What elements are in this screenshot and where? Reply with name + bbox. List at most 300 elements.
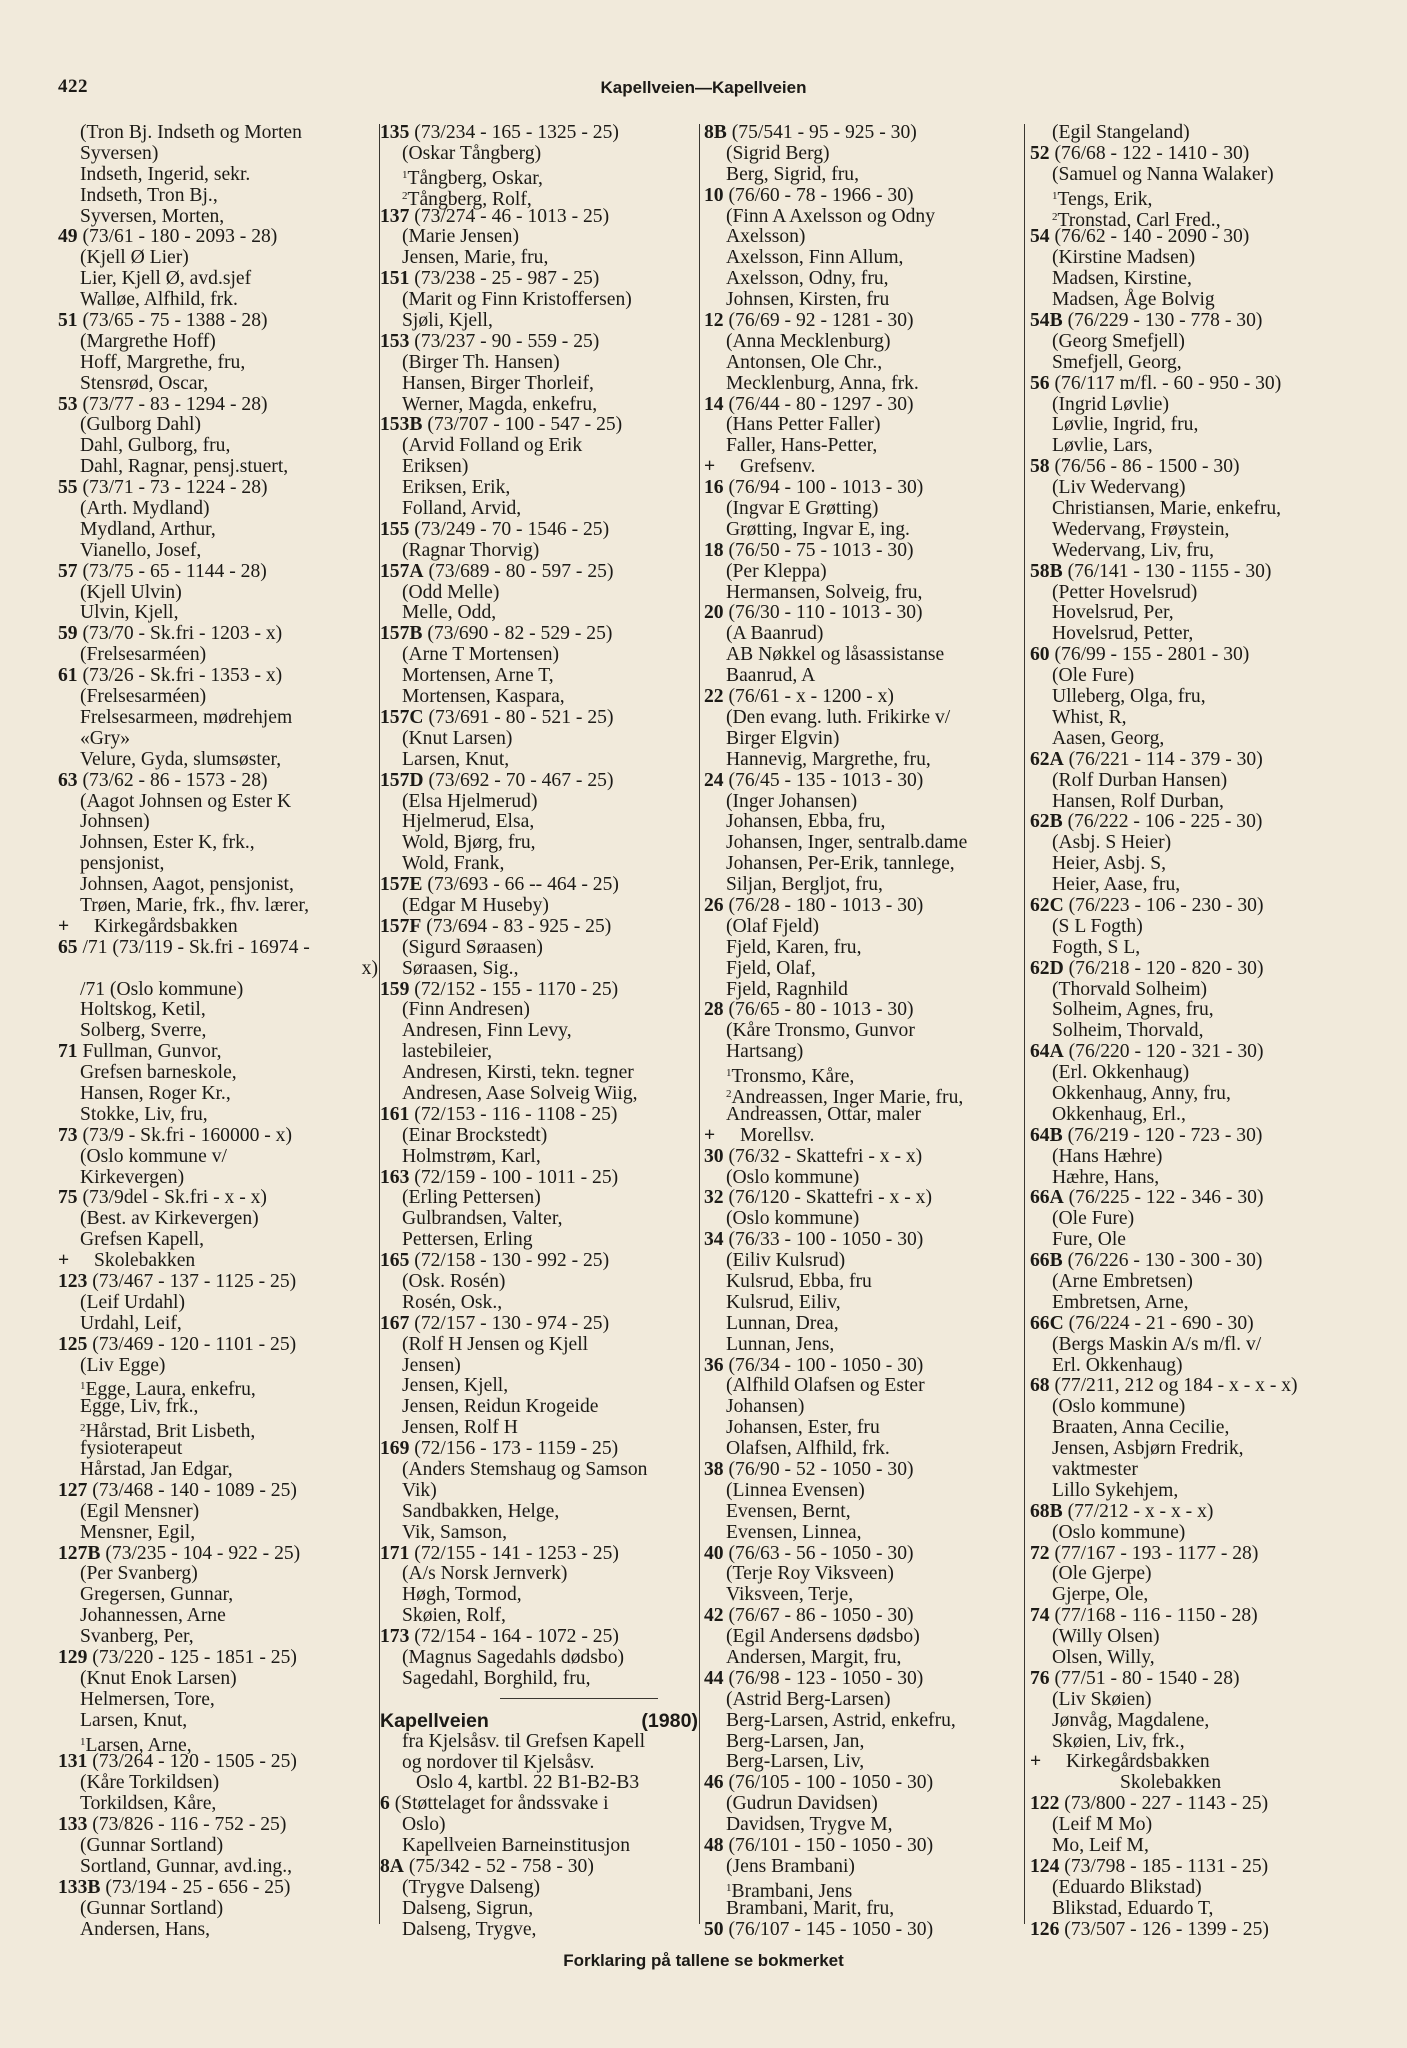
- resident-line: [380, 1293, 698, 1314]
- resident-line: [380, 1606, 698, 1627]
- footnote-marker: 1: [402, 168, 408, 181]
- line-text: (73/691 - 80 - 521 - 25): [423, 706, 614, 728]
- line-text: Fjeld, Olaf,: [726, 957, 816, 979]
- house-number: 48: [704, 1835, 724, 1857]
- house-number: 76: [1030, 1667, 1050, 1689]
- line-text: (76/69 - 92 - 1281 - 30): [723, 310, 914, 332]
- line-text: Kirkegårdsbakken: [94, 915, 238, 937]
- resident-line: [1030, 1147, 1360, 1168]
- resident-line: [380, 1836, 698, 1857]
- line-text: (76/101 - 150 - 1050 - 30): [723, 1835, 934, 1857]
- line-text: Sortland, Gunnar, avd.ing.,: [80, 1855, 292, 1877]
- line-text: Fjeld, Ragnhild: [726, 978, 848, 1000]
- resident-line: [58, 687, 378, 708]
- resident-line: [1030, 186, 1360, 210]
- resident-line: [380, 144, 698, 165]
- resident-line: [58, 353, 378, 374]
- resident-line: [1030, 1564, 1360, 1585]
- house-number: 44: [704, 1667, 724, 1689]
- resident-line: [58, 436, 378, 457]
- house-number: 131: [58, 1751, 88, 1773]
- line-text: (Egil Stangeland): [1052, 122, 1190, 143]
- line-text: Madsen, Kirstine,: [1052, 268, 1192, 290]
- line-text: Olafsen, Alfhild, frk.: [726, 1438, 890, 1460]
- line-text: (Kåre Tronsmo, Gunvor: [726, 1020, 915, 1042]
- house-number: 155: [380, 518, 410, 540]
- line-text: (Alfhild Olafsen og Ester: [726, 1375, 925, 1397]
- line-text: Okkenhaug, Erl.,: [1052, 1103, 1186, 1125]
- house-number: 58: [1030, 456, 1050, 478]
- resident-line: [1030, 1335, 1360, 1356]
- resident-line: [58, 1773, 378, 1794]
- line-text: Torkildsen, Kåre,: [80, 1793, 217, 1815]
- line-text: Ulvin, Kjell,: [80, 602, 179, 624]
- line-text: (77/212 - x - x - x): [1062, 1500, 1214, 1522]
- line-text: (73/9 - Sk.fri - 160000 - x): [77, 1124, 293, 1146]
- resident-line: [380, 290, 698, 311]
- line-text: (Egil Andersens dødsbo): [726, 1626, 920, 1648]
- line-text: (Erl. Okkenhaug): [1052, 1062, 1190, 1084]
- address-entry: [704, 1836, 1024, 1857]
- line-text: (Liv Skøien): [1052, 1688, 1152, 1710]
- house-number: 153B: [380, 414, 423, 436]
- resident-line: [1030, 1397, 1360, 1418]
- address-entry: [704, 395, 1024, 416]
- line-text: (Edgar M Huseby): [402, 894, 549, 916]
- resident-line: [380, 896, 698, 917]
- resident-line: [380, 436, 698, 457]
- resident-line: [1030, 1209, 1360, 1230]
- line-text: (73/220 - 125 - 1851 - 25): [87, 1647, 297, 1669]
- line-text: /71 (73/119 - Sk.fri - 16974 -: [77, 936, 310, 958]
- line-text: (72/153 - 116 - 1108 - 25): [409, 1103, 618, 1125]
- resident-line: [380, 186, 698, 210]
- line-text: Johansen, Ebba, fru,: [726, 811, 886, 833]
- address-entry: [704, 687, 1024, 708]
- resident-line: [1030, 1356, 1360, 1377]
- line-text: (76/120 - Skattefri - x - x): [723, 1187, 932, 1209]
- house-number: 55: [58, 477, 78, 499]
- resident-line: [704, 1815, 1024, 1836]
- resident-line: [1030, 1773, 1360, 1794]
- line-text: (73/62 - 86 - 1573 - 28): [77, 769, 268, 791]
- line-text: (Arne T Mortensen): [402, 644, 560, 666]
- resident-line: [380, 729, 698, 750]
- resident-line: [380, 311, 698, 332]
- address-entry: [58, 624, 378, 645]
- house-number: 59: [58, 623, 78, 645]
- house-number: 126: [1030, 1918, 1060, 1940]
- line-text: Sjøli, Kjell,: [402, 310, 493, 332]
- resident-line: [704, 520, 1024, 541]
- resident-line: [1030, 123, 1360, 144]
- resident-line: [1030, 1899, 1360, 1920]
- resident-line: [704, 1711, 1024, 1732]
- address-entry: [58, 1878, 378, 1899]
- resident-line: [1030, 248, 1360, 269]
- line-text: Egge, Laura, enkefru,: [85, 1379, 256, 1401]
- house-number: 157F: [380, 915, 422, 937]
- line-text: (Finn A Axelsson og Odny: [726, 205, 936, 227]
- line-text: (72/155 - 141 - 1253 - 25): [409, 1542, 619, 1564]
- resident-line: [704, 1857, 1024, 1878]
- resident-line: [380, 1732, 698, 1753]
- line-text: (73/9del - Sk.fri - x - x): [77, 1187, 267, 1209]
- line-text: Urdahl, Leif,: [80, 1312, 182, 1334]
- resident-line: [58, 186, 378, 207]
- resident-line: [1030, 395, 1360, 416]
- line-text: (Thorvald Solheim): [1052, 978, 1208, 1000]
- line-text: (Einar Brockstedt): [402, 1124, 548, 1146]
- resident-line: [58, 854, 378, 875]
- line-text: (Per Svanberg): [80, 1563, 198, 1585]
- line-text: (Arvid Folland og Erik: [402, 435, 583, 457]
- line-text: «Gry»: [80, 727, 131, 749]
- resident-line: [380, 1502, 698, 1523]
- resident-line: [1030, 1460, 1360, 1481]
- line-text: (76/141 - 130 - 1155 - 30): [1062, 560, 1272, 582]
- address-entry: [58, 478, 378, 499]
- resident-line: [1030, 1815, 1360, 1836]
- house-number: 66B: [1030, 1250, 1063, 1272]
- resident-line: [704, 875, 1024, 896]
- house-number: 157A: [380, 560, 424, 582]
- line-text: og nordover til Kjelsåsv.: [402, 1751, 595, 1773]
- line-text: (Olaf Fjeld): [726, 915, 820, 937]
- line-text: Egge, Liv, frk.,: [80, 1396, 199, 1418]
- address-entry: [1030, 562, 1360, 583]
- line-text: (Støttelaget for åndssvake i: [389, 1793, 609, 1815]
- house-number: 125: [58, 1333, 88, 1355]
- resident-line: [58, 499, 378, 520]
- line-text: Birger Elgvin): [726, 727, 840, 749]
- address-entry: [1030, 1606, 1360, 1627]
- resident-line: [58, 1439, 378, 1460]
- line-text: (76/65 - 80 - 1013 - 30): [723, 999, 914, 1021]
- resident-line: [380, 792, 698, 813]
- resident-line: [380, 165, 698, 189]
- footnote-marker: 1: [80, 1735, 86, 1748]
- resident-line: [380, 395, 698, 416]
- line-text: (Frelsesarméen): [80, 686, 207, 708]
- cross-mark: +: [58, 915, 70, 937]
- resident-line: [58, 1732, 378, 1756]
- line-text: Andresen, Aase Solveig Wiig,: [402, 1082, 638, 1104]
- address-entry: [58, 227, 378, 248]
- crossing-street: [58, 917, 378, 938]
- resident-line: [1030, 729, 1360, 750]
- house-number: 57: [58, 560, 78, 582]
- cross-mark: +: [704, 1124, 716, 1146]
- resident-line: [1030, 833, 1360, 854]
- resident-line: [704, 708, 1024, 729]
- address-entry: [1030, 1502, 1360, 1523]
- cross-mark: +: [1030, 1751, 1042, 1773]
- resident-line: [58, 520, 378, 541]
- line-text: Frelsesarmeen, mødrehjem: [80, 706, 293, 728]
- house-number: 22: [704, 686, 724, 708]
- resident-line: [380, 1564, 698, 1585]
- line-text: Skolebakken: [1120, 1772, 1222, 1794]
- resident-line: [704, 436, 1024, 457]
- line-text: Blikstad, Eduardo T,: [1052, 1897, 1214, 1919]
- line-text: (76/56 - 86 - 1500 - 30): [1049, 456, 1240, 478]
- resident-line: [1030, 332, 1360, 353]
- resident-line: [1030, 980, 1360, 1001]
- resident-line: [58, 833, 378, 854]
- running-head: Kapellveien—Kapellveien: [600, 78, 807, 97]
- resident-line: [1030, 1481, 1360, 1502]
- address-entry: [1030, 1920, 1360, 1941]
- line-text: (73/693 - 66 -- 464 - 25): [422, 874, 619, 896]
- address-entry: [380, 332, 698, 353]
- line-text: (Leif Urdahl): [80, 1291, 185, 1313]
- section-separator: [500, 1698, 658, 1699]
- address-entry: [704, 1669, 1024, 1690]
- footnote-marker: 1: [726, 1881, 732, 1894]
- line-text: (Ingrid Løvlie): [1052, 393, 1169, 415]
- line-text: Jensen, Marie, fru,: [402, 247, 549, 269]
- resident-line: [704, 1585, 1024, 1606]
- resident-line: [704, 1314, 1024, 1335]
- line-text: (73/467 - 137 - 1125 - 25): [87, 1270, 297, 1292]
- house-number: 64B: [1030, 1124, 1063, 1146]
- resident-line: [704, 1251, 1024, 1272]
- line-text: (73/694 - 83 - 925 - 25): [421, 915, 612, 937]
- resident-line: [704, 1021, 1024, 1042]
- house-number: 66A: [1030, 1187, 1064, 1209]
- address-entry: [1030, 1042, 1360, 1063]
- line-text: Axelsson): [726, 226, 806, 248]
- house-number: 42: [704, 1605, 724, 1627]
- resident-line: [704, 645, 1024, 666]
- house-number: 62C: [1030, 894, 1064, 916]
- line-text: Tångberg, Oskar,: [407, 167, 543, 189]
- address-entry: [380, 1794, 698, 1815]
- line-text: (77/168 - 116 - 1150 - 28): [1049, 1605, 1258, 1627]
- line-text: Andersen, Margit, fru,: [726, 1647, 902, 1669]
- line-text: Mensner, Egil,: [80, 1521, 196, 1543]
- resident-line: [1030, 687, 1360, 708]
- line-text: (Gunnar Sortland): [80, 1835, 224, 1857]
- column-3: [704, 123, 1024, 1940]
- house-number: 50: [704, 1918, 724, 1940]
- resident-line: [704, 854, 1024, 875]
- house-number: 66C: [1030, 1312, 1064, 1334]
- line-text: Rosén, Osk.,: [402, 1291, 503, 1313]
- line-text: Hovelsrud, Petter,: [1052, 623, 1194, 645]
- line-text: Berg, Sigrid, fru,: [726, 163, 859, 185]
- address-entry: [58, 395, 378, 416]
- line-text: (73/689 - 80 - 597 - 25): [423, 560, 614, 582]
- line-text: Jensen, Rolf H: [402, 1417, 518, 1439]
- line-text: Heier, Asbj. S,: [1052, 853, 1167, 875]
- line-text: Folland, Arvid,: [402, 498, 522, 520]
- house-number: 75: [58, 1187, 78, 1209]
- house-number: 16: [704, 477, 724, 499]
- line-text: Vik, Samson,: [402, 1521, 507, 1543]
- line-text: Solberg, Sverre,: [80, 1020, 207, 1042]
- resident-line: [704, 1418, 1024, 1439]
- footnote-marker: 1: [726, 1067, 732, 1080]
- line-text: Fullman, Gunvor,: [77, 1041, 222, 1063]
- line-text: Wedervang, Liv, fru,: [1052, 539, 1215, 561]
- resident-line: [704, 917, 1024, 938]
- house-number: 161: [380, 1103, 410, 1125]
- line-text: (76/117 m/fl. - 60 - 950 - 30): [1049, 372, 1282, 394]
- line-text: (Margrethe Hoff): [80, 330, 216, 352]
- resident-line: [704, 499, 1024, 520]
- line-text: Berg-Larsen, Astrid, enkefru,: [726, 1709, 956, 1731]
- house-number: 52: [1030, 142, 1050, 164]
- resident-line: [1030, 207, 1360, 231]
- resident-line: [704, 666, 1024, 687]
- resident-line: [1030, 1272, 1360, 1293]
- house-number: 46: [704, 1772, 724, 1794]
- line-text: (Tron Bj. Indseth og Morten: [80, 122, 302, 143]
- line-text: vaktmester: [1052, 1459, 1138, 1480]
- line-text: Eriksen, Erik,: [402, 477, 511, 499]
- line-text: (Georg Smefjell): [1052, 330, 1185, 352]
- line-text: Brambani, Marit, fru,: [726, 1897, 895, 1919]
- column-divider: [1024, 124, 1025, 1924]
- line-text: Jensen, Reidun Krogeide: [402, 1396, 599, 1418]
- address-entry: [704, 1773, 1024, 1794]
- line-text: Tengs, Erik,: [1057, 188, 1153, 210]
- line-text: (Elsa Hjelmerud): [402, 790, 538, 812]
- resident-line: [1030, 1523, 1360, 1544]
- house-number: 135: [380, 122, 410, 143]
- line-text: Hansen, Roger Kr.,: [80, 1082, 231, 1104]
- line-text: Wedervang, Frøystein,: [1052, 518, 1230, 540]
- resident-line: [1030, 1105, 1360, 1126]
- cross-mark: +: [58, 1250, 70, 1272]
- line-text: (76/219 - 120 - 723 - 30): [1062, 1124, 1263, 1146]
- line-text: Lunnan, Drea,: [726, 1312, 839, 1334]
- crossing-street: [704, 457, 1024, 478]
- line-text: (Oslo kommune): [1052, 1521, 1186, 1543]
- line-text: Embretsen, Arne,: [1052, 1291, 1189, 1313]
- line-text: Hovelsrud, Per,: [1052, 602, 1174, 624]
- line-text: Søraasen, Sig.,: [402, 957, 519, 979]
- resident-line: [1030, 917, 1360, 938]
- resident-line: [380, 353, 698, 374]
- address-entry: [380, 875, 698, 896]
- address-entry: [1030, 1126, 1360, 1147]
- address-entry: [380, 624, 698, 645]
- resident-line: [58, 1606, 378, 1627]
- house-number: 157B: [380, 623, 423, 645]
- resident-line: [58, 583, 378, 604]
- address-entry: [58, 1648, 378, 1669]
- line-text: (Anders Stemshaug og Samson: [402, 1459, 648, 1480]
- line-text: (Arne Embretsen): [1052, 1270, 1193, 1292]
- house-number: 151: [380, 268, 410, 290]
- resident-line: [1030, 1063, 1360, 1084]
- house-number: 129: [58, 1647, 88, 1669]
- house-number: 159: [380, 978, 410, 1000]
- house-number: 73: [58, 1124, 78, 1146]
- line-text: (76/98 - 123 - 1050 - 30): [723, 1667, 924, 1689]
- house-number: 124: [1030, 1855, 1060, 1877]
- line-text: (73/800 - 227 - 1143 - 25): [1059, 1793, 1269, 1815]
- address-entry: [1030, 227, 1360, 248]
- line-text: Mo, Leif M,: [1052, 1835, 1149, 1857]
- line-text: Larsen, Knut,: [80, 1709, 188, 1731]
- line-text: Mortensen, Kaspara,: [402, 686, 565, 708]
- line-text: Tronstad, Carl Fred.,: [1057, 209, 1221, 231]
- line-text: (76/105 - 100 - 1050 - 30): [723, 1772, 934, 1794]
- line-text: (Asbj. S Heier): [1052, 832, 1172, 854]
- house-number: 58B: [1030, 560, 1063, 582]
- line-text: (73/264 - 120 - 1505 - 25): [87, 1751, 297, 1773]
- line-text: Grøtting, Ingvar E, ing.: [726, 518, 910, 540]
- resident-line: [1030, 771, 1360, 792]
- line-text: Evensen, Bernt,: [726, 1500, 851, 1522]
- house-number: 127B: [58, 1542, 101, 1564]
- line-text: (Den evang. luth. Frikirke v/: [726, 706, 951, 728]
- address-entry: [58, 1335, 378, 1356]
- line-text: Løvlie, Lars,: [1052, 435, 1153, 457]
- address-entry: [380, 562, 698, 583]
- resident-line: [58, 980, 378, 1001]
- line-text: Christiansen, Marie, enkefru,: [1052, 498, 1282, 520]
- line-text: fysioterapeut: [80, 1438, 183, 1460]
- resident-line: [704, 792, 1024, 813]
- line-text: Erl. Okkenhaug): [1052, 1354, 1183, 1376]
- line-text: (Willy Olsen): [1052, 1626, 1160, 1648]
- house-number: 123: [58, 1270, 88, 1292]
- address-entry: [380, 1627, 698, 1648]
- line-text: (76/222 - 106 - 225 - 30): [1062, 811, 1263, 833]
- address-entry: [704, 1920, 1024, 1941]
- line-text: (Ole Fure): [1052, 1208, 1135, 1230]
- line-text: Vianello, Josef,: [80, 539, 202, 561]
- resident-line: [1030, 854, 1360, 875]
- address-entry: [58, 938, 378, 959]
- line-text: (76/225 - 122 - 346 - 30): [1063, 1187, 1264, 1209]
- resident-line: [1030, 1711, 1360, 1732]
- resident-line: [380, 1335, 698, 1356]
- line-text: Gulbrandsen, Valter,: [402, 1208, 563, 1230]
- resident-line: [1030, 938, 1360, 959]
- resident-line: [380, 938, 698, 959]
- resident-line: [58, 457, 378, 478]
- resident-line: [380, 959, 698, 980]
- line-text: (76/99 - 155 - 2801 - 30): [1049, 644, 1250, 666]
- line-text: Hjelmerud, Elsa,: [402, 811, 535, 833]
- resident-line: [1030, 1293, 1360, 1314]
- resident-line: [380, 1815, 698, 1836]
- line-text: (76/33 - 100 - 1050 - 30): [723, 1229, 924, 1251]
- resident-line: [380, 666, 698, 687]
- line-text: Faller, Hans-Petter,: [726, 435, 878, 457]
- line-text: Lillo Sykehjem,: [1052, 1479, 1179, 1501]
- address-entry: [380, 917, 698, 938]
- line-text: Svanberg, Per,: [80, 1626, 194, 1648]
- resident-line: [58, 1021, 378, 1042]
- footnote-marker: 1: [80, 1380, 86, 1393]
- house-number: 169: [380, 1438, 410, 1460]
- line-text: (73/65 - 75 - 1388 - 28): [77, 310, 268, 332]
- resident-line: [58, 1920, 378, 1941]
- address-entry: [1030, 311, 1360, 332]
- address-entry: [704, 603, 1024, 624]
- house-number: 137: [380, 205, 410, 227]
- line-text: Mydland, Arthur,: [80, 518, 216, 540]
- house-number: 28: [704, 999, 724, 1021]
- address-entry: [58, 1752, 378, 1773]
